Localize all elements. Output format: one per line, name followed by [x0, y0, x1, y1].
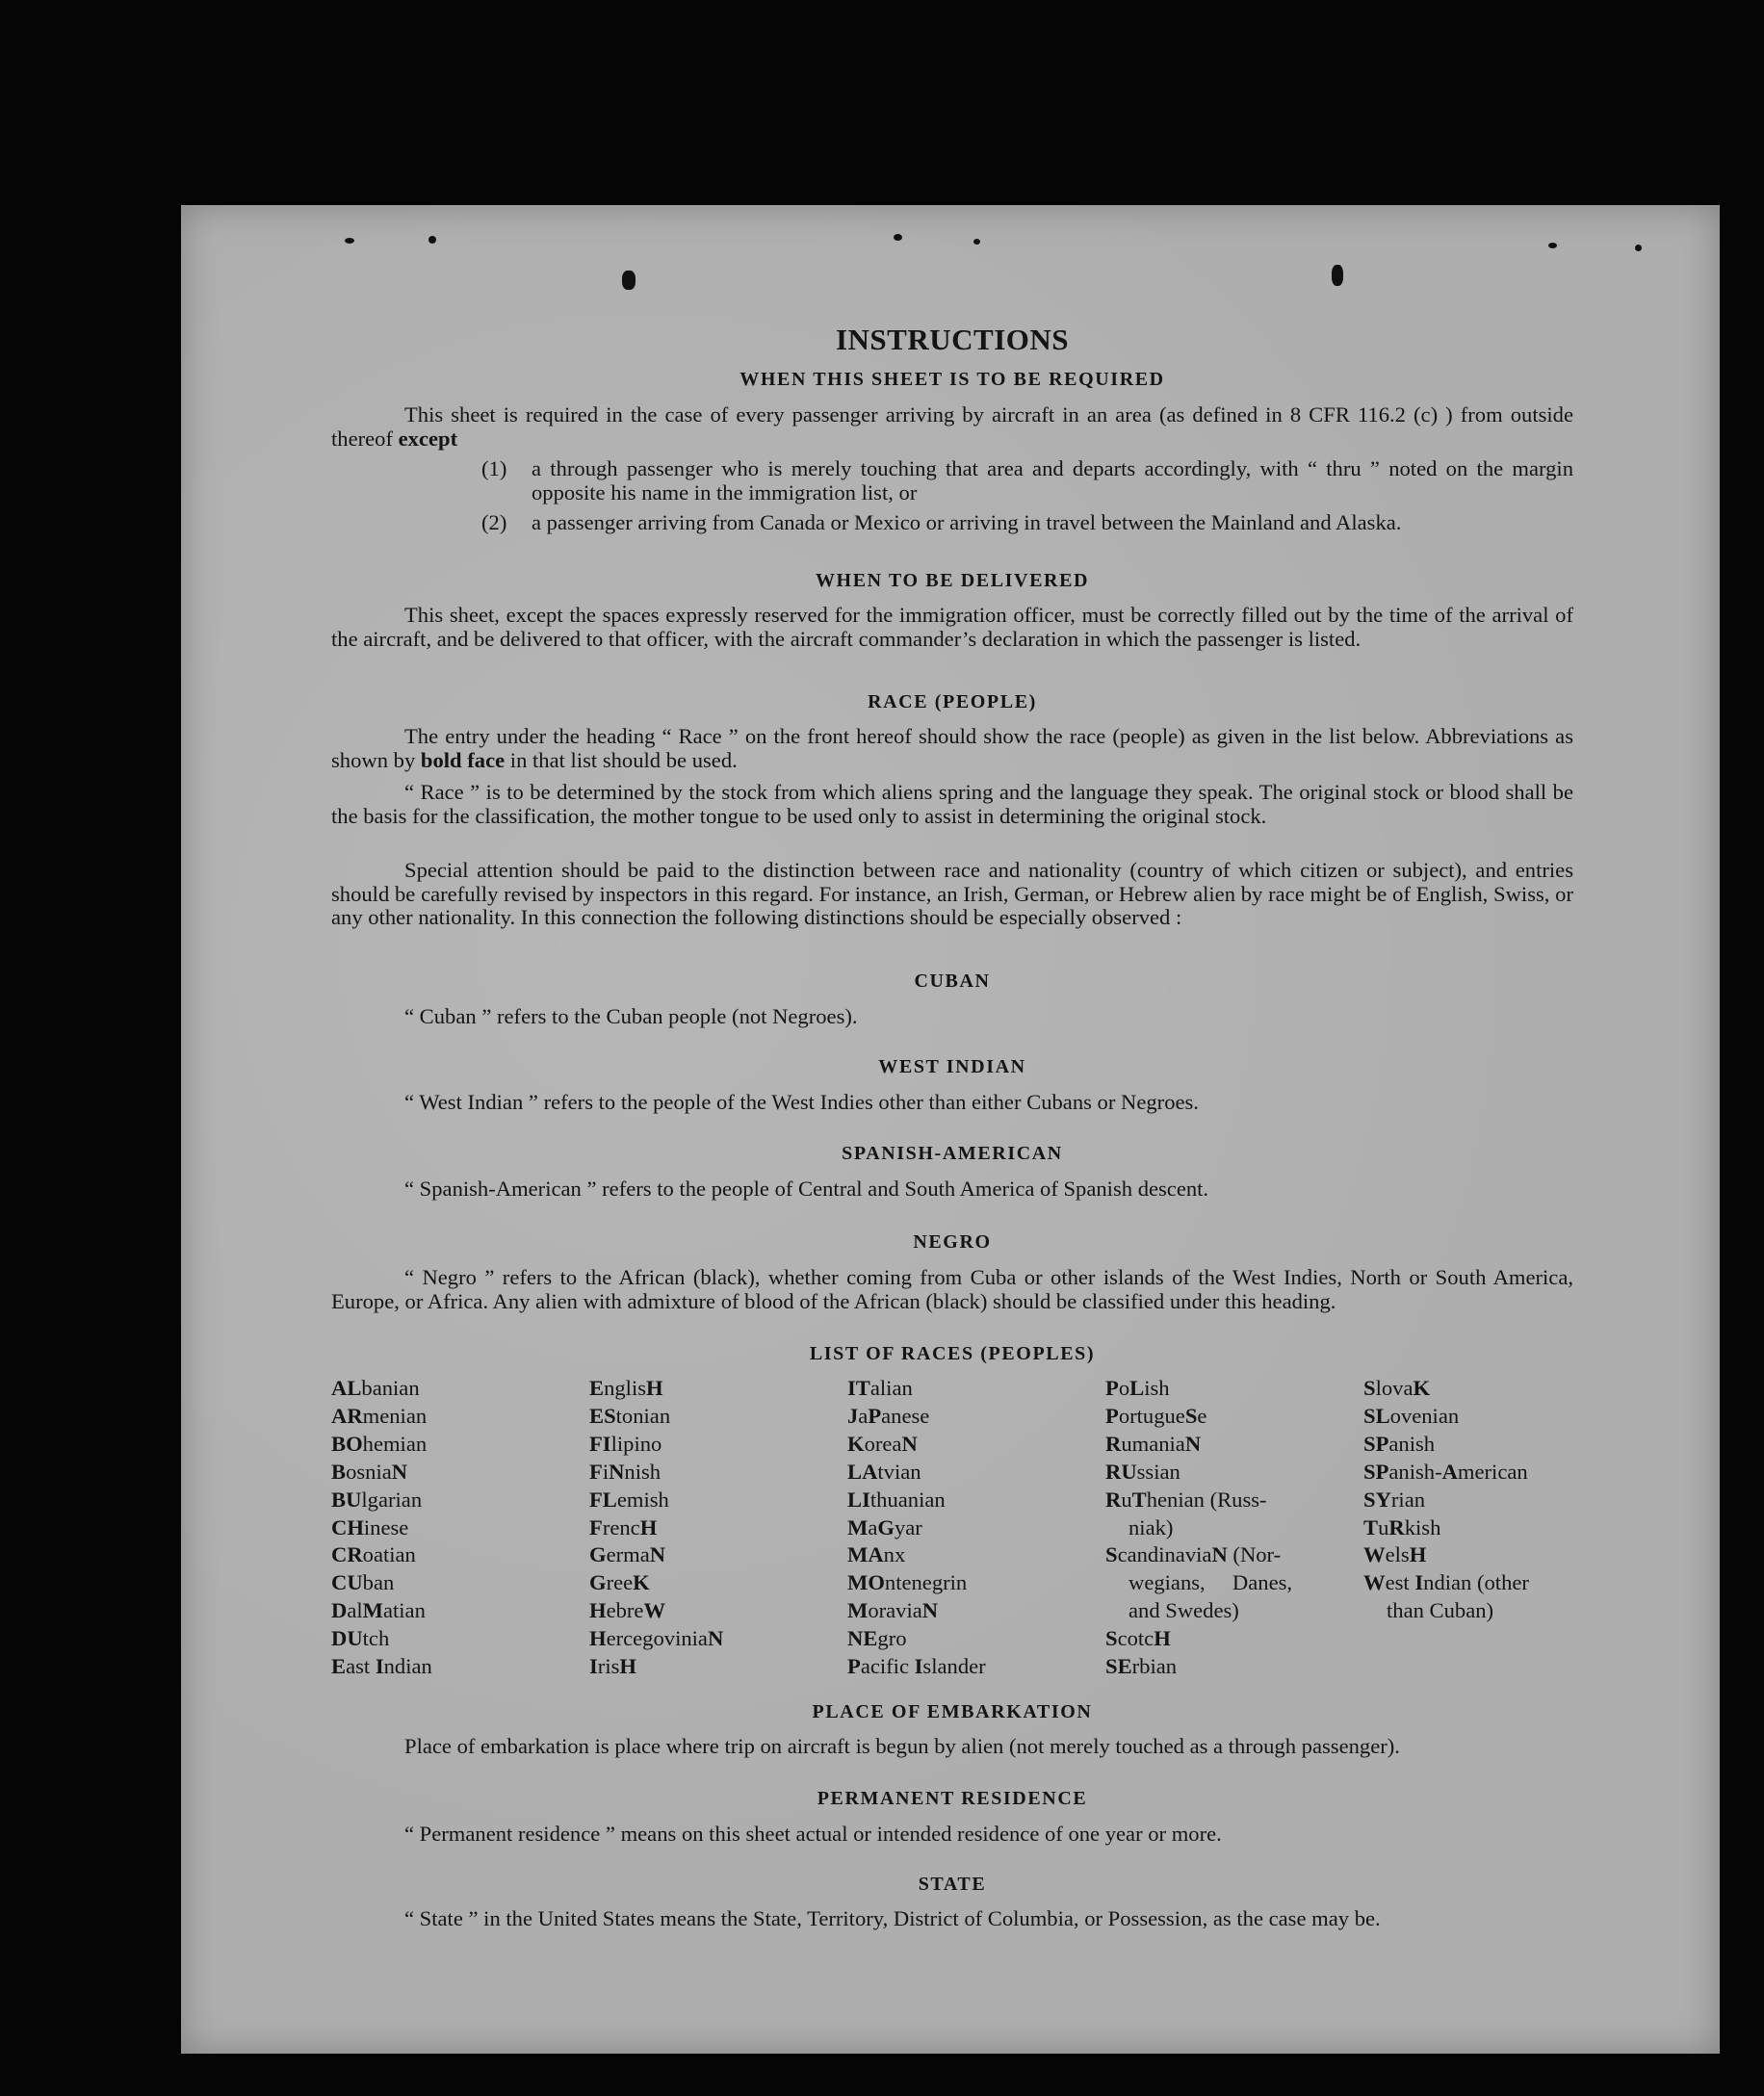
heading-spanish-american: SPANISH-AMERICAN	[842, 1143, 1063, 1164]
race-entry: KoreaN	[847, 1431, 918, 1456]
race-entry: SErbian	[1105, 1654, 1178, 1679]
race-entry: PoLish	[1105, 1376, 1170, 1400]
race-entry: RUssian	[1105, 1459, 1180, 1484]
race-entry: wegians, Danes,	[1128, 1570, 1293, 1595]
race-entry: FrencH	[589, 1514, 658, 1540]
heading-list-of-races: LIST OF RACES (PEOPLES)	[809, 1343, 1096, 1364]
when-required-intro-text: This sheet is required in the case of every passenger arriving by aircraft in an area (as defined in 8 CFR 116.2 (c) ) from outside thereof	[331, 402, 1573, 451]
spanish-american-text: “ Spanish-American ” refers to the people of Central and South America of Spanish descent.	[404, 1177, 1209, 1201]
race-entry: DalMatian	[331, 1598, 426, 1623]
page-title: INSTRUCTIONS	[835, 323, 1069, 356]
race-entry: MaGyar	[847, 1514, 922, 1540]
heading-state: STATE	[918, 1874, 987, 1895]
race-entry: SLovenian	[1363, 1403, 1460, 1428]
race-entry: FIlipino	[589, 1431, 662, 1456]
race-entry: TuRkish	[1363, 1514, 1441, 1540]
race-entry: LAtvian	[847, 1459, 921, 1484]
race-entry: EnglisH	[589, 1376, 663, 1400]
race-entry: BosniaN	[331, 1459, 408, 1484]
heading-negro: NEGRO	[913, 1231, 992, 1253]
race-entry: WelsH	[1363, 1542, 1427, 1567]
race-entry: PortugueSe	[1105, 1403, 1207, 1428]
punch-hole-mark	[345, 238, 354, 244]
race-entry: RumaniaN	[1105, 1431, 1202, 1456]
races-column-2	[589, 1375, 847, 1681]
negro-text: “ Negro ” refers to the African (black), whether coming from Cuba or other islands of the West Indies, North or South America, Europe, or Africa. Any alien with admixture of blood of the African (black) should be classified under this heading.	[331, 1265, 1573, 1313]
race-entry: GreeK	[589, 1570, 650, 1595]
race-entry: EStonian	[589, 1403, 671, 1428]
race-paragraph-2: “ Race ” is to be determined by the stock from which aliens spring and the language they speak. The original stock or blood shall be the basis for the classification, the mother tongue to be used only to assist in determining the original stock.	[331, 780, 1573, 828]
race-entry: CHinese	[331, 1514, 409, 1540]
item-text: a through passenger who is merely touching that area and departs accordingly, with “ thru ” noted on the margin opposite his name in the immigration list, or	[532, 456, 1573, 505]
heading-race: RACE (PEOPLE)	[868, 691, 1037, 712]
when-required-except: except	[398, 426, 458, 451]
races-column-4	[1105, 1375, 1363, 1681]
race-p1-bold: bold face	[420, 747, 506, 772]
state-text: “ State ” in the United States means the State, Territory, District of Columbia, or Possession, as the case may be.	[404, 1906, 1381, 1930]
race-entry: SPanish	[1363, 1431, 1436, 1456]
race-entry: CRoatian	[331, 1542, 416, 1567]
race-entry: ARmenian	[331, 1403, 428, 1428]
race-entry: West Indian (other	[1363, 1570, 1529, 1595]
list-item	[481, 511, 1573, 535]
race-entry: HercegoviniaN	[589, 1626, 724, 1651]
heading-place-of-embarkation: PLACE OF EMBARKATION	[812, 1701, 1093, 1722]
race-entry: RuThenian (Russ-	[1105, 1487, 1267, 1512]
race-paragraph-3: Special attention should be paid to the distinction between race and nationality (country of which citizen or subject), and entries should be carefully revised by inspectors in this regard. For instance, an Irish, German, or Hebrew alien by race might be of English, Swiss, or any other nationality. In this connection the following distinctions should be especially observed :	[331, 858, 1573, 930]
item-number: (2)	[481, 510, 507, 534]
race-entry: niak)	[1128, 1514, 1174, 1540]
race-entry: than Cuban)	[1387, 1598, 1494, 1623]
race-entry: HebreW	[589, 1598, 666, 1623]
residence-text: “ Permanent residence ” means on this sheet actual or intended residence of one year or more.	[404, 1822, 1222, 1846]
heading-when-required: WHEN THIS SHEET IS TO BE REQUIRED	[739, 369, 1165, 390]
list-item	[481, 457, 1573, 505]
races-column-3	[847, 1375, 1105, 1681]
heading-cuban: CUBAN	[914, 970, 991, 992]
race-entry: Pacific Islander	[847, 1654, 986, 1679]
race-entry: ALbanian	[331, 1376, 420, 1400]
race-entry: NEgro	[847, 1626, 907, 1651]
punch-hole-mark	[894, 234, 902, 241]
embarkation-text: Place of embarkation is place where trip on aircraft is begun by alien (not merely touched as a through passenger).	[404, 1734, 1400, 1758]
race-entry: IrisH	[589, 1654, 636, 1679]
document-page	[181, 205, 1720, 2054]
punch-hole-mark	[1332, 265, 1343, 286]
item-number: (1)	[481, 456, 507, 480]
races-column-1	[331, 1375, 589, 1681]
race-entry: GermaN	[589, 1542, 666, 1567]
race-entry: SlovaK	[1363, 1376, 1431, 1400]
race-entry: FLemish	[589, 1487, 669, 1512]
race-entry: MoraviaN	[847, 1598, 939, 1623]
race-entry: CUban	[331, 1570, 395, 1595]
when-delivered-text: This sheet, except the spaces expressly reserved for the immigration officer, must be correctly filled out by the time of the arrival of the aircraft, and be delivered to that officer, with the aircraft commander’s declaration in which the passenger is listed.	[331, 603, 1573, 651]
race-entry: BUlgarian	[331, 1487, 423, 1512]
punch-hole-mark	[622, 271, 636, 290]
west-indian-text: “ West Indian ” refers to the people of the West Indies other than either Cubans or Negroes.	[404, 1090, 1199, 1114]
race-entry: JaPanese	[847, 1403, 930, 1428]
race-p1-text: The entry under the heading “ Race ” on the front hereof should show the race (people) as given in the list below. Abbreviations as shown by	[331, 724, 1573, 772]
race-entry: ScandinaviaN (Nor-	[1105, 1542, 1282, 1567]
races-column-5	[1363, 1375, 1573, 1681]
race-entry: MAnx	[847, 1542, 906, 1567]
race-entry: ITalian	[847, 1376, 913, 1400]
race-entry: FiNnish	[589, 1459, 662, 1484]
race-entry: SPanish-American	[1363, 1459, 1528, 1484]
race-paragraph-1	[331, 725, 1573, 772]
punch-hole-mark	[1548, 243, 1557, 248]
cuban-text: “ Cuban ” refers to the Cuban people (not Negroes).	[404, 1004, 858, 1028]
heading-permanent-residence: PERMANENT RESIDENCE	[817, 1788, 1088, 1809]
race-entry: LIthuanian	[847, 1487, 946, 1512]
race-entry: SYrian	[1363, 1487, 1426, 1512]
race-entry: DUtch	[331, 1626, 390, 1651]
race-entry: MOntenegrin	[847, 1570, 968, 1595]
races-list	[331, 1375, 1573, 1681]
punch-hole-mark	[1635, 245, 1642, 251]
heading-west-indian: WEST INDIAN	[878, 1056, 1026, 1077]
race-entry: East Indian	[331, 1654, 432, 1679]
item-text: a passenger arriving from Canada or Mexico or arriving in travel between the Mainland and Alaska.	[532, 510, 1402, 534]
race-p1-text-end: in that list should be used.	[509, 747, 738, 772]
race-entry: and Swedes)	[1128, 1598, 1239, 1623]
race-entry: BOhemian	[331, 1431, 428, 1456]
heading-when-delivered: WHEN TO BE DELIVERED	[815, 570, 1090, 591]
punch-hole-mark	[428, 236, 436, 244]
punch-hole-mark	[973, 239, 980, 245]
race-entry: ScotcH	[1105, 1626, 1171, 1651]
when-required-intro	[331, 403, 1573, 451]
